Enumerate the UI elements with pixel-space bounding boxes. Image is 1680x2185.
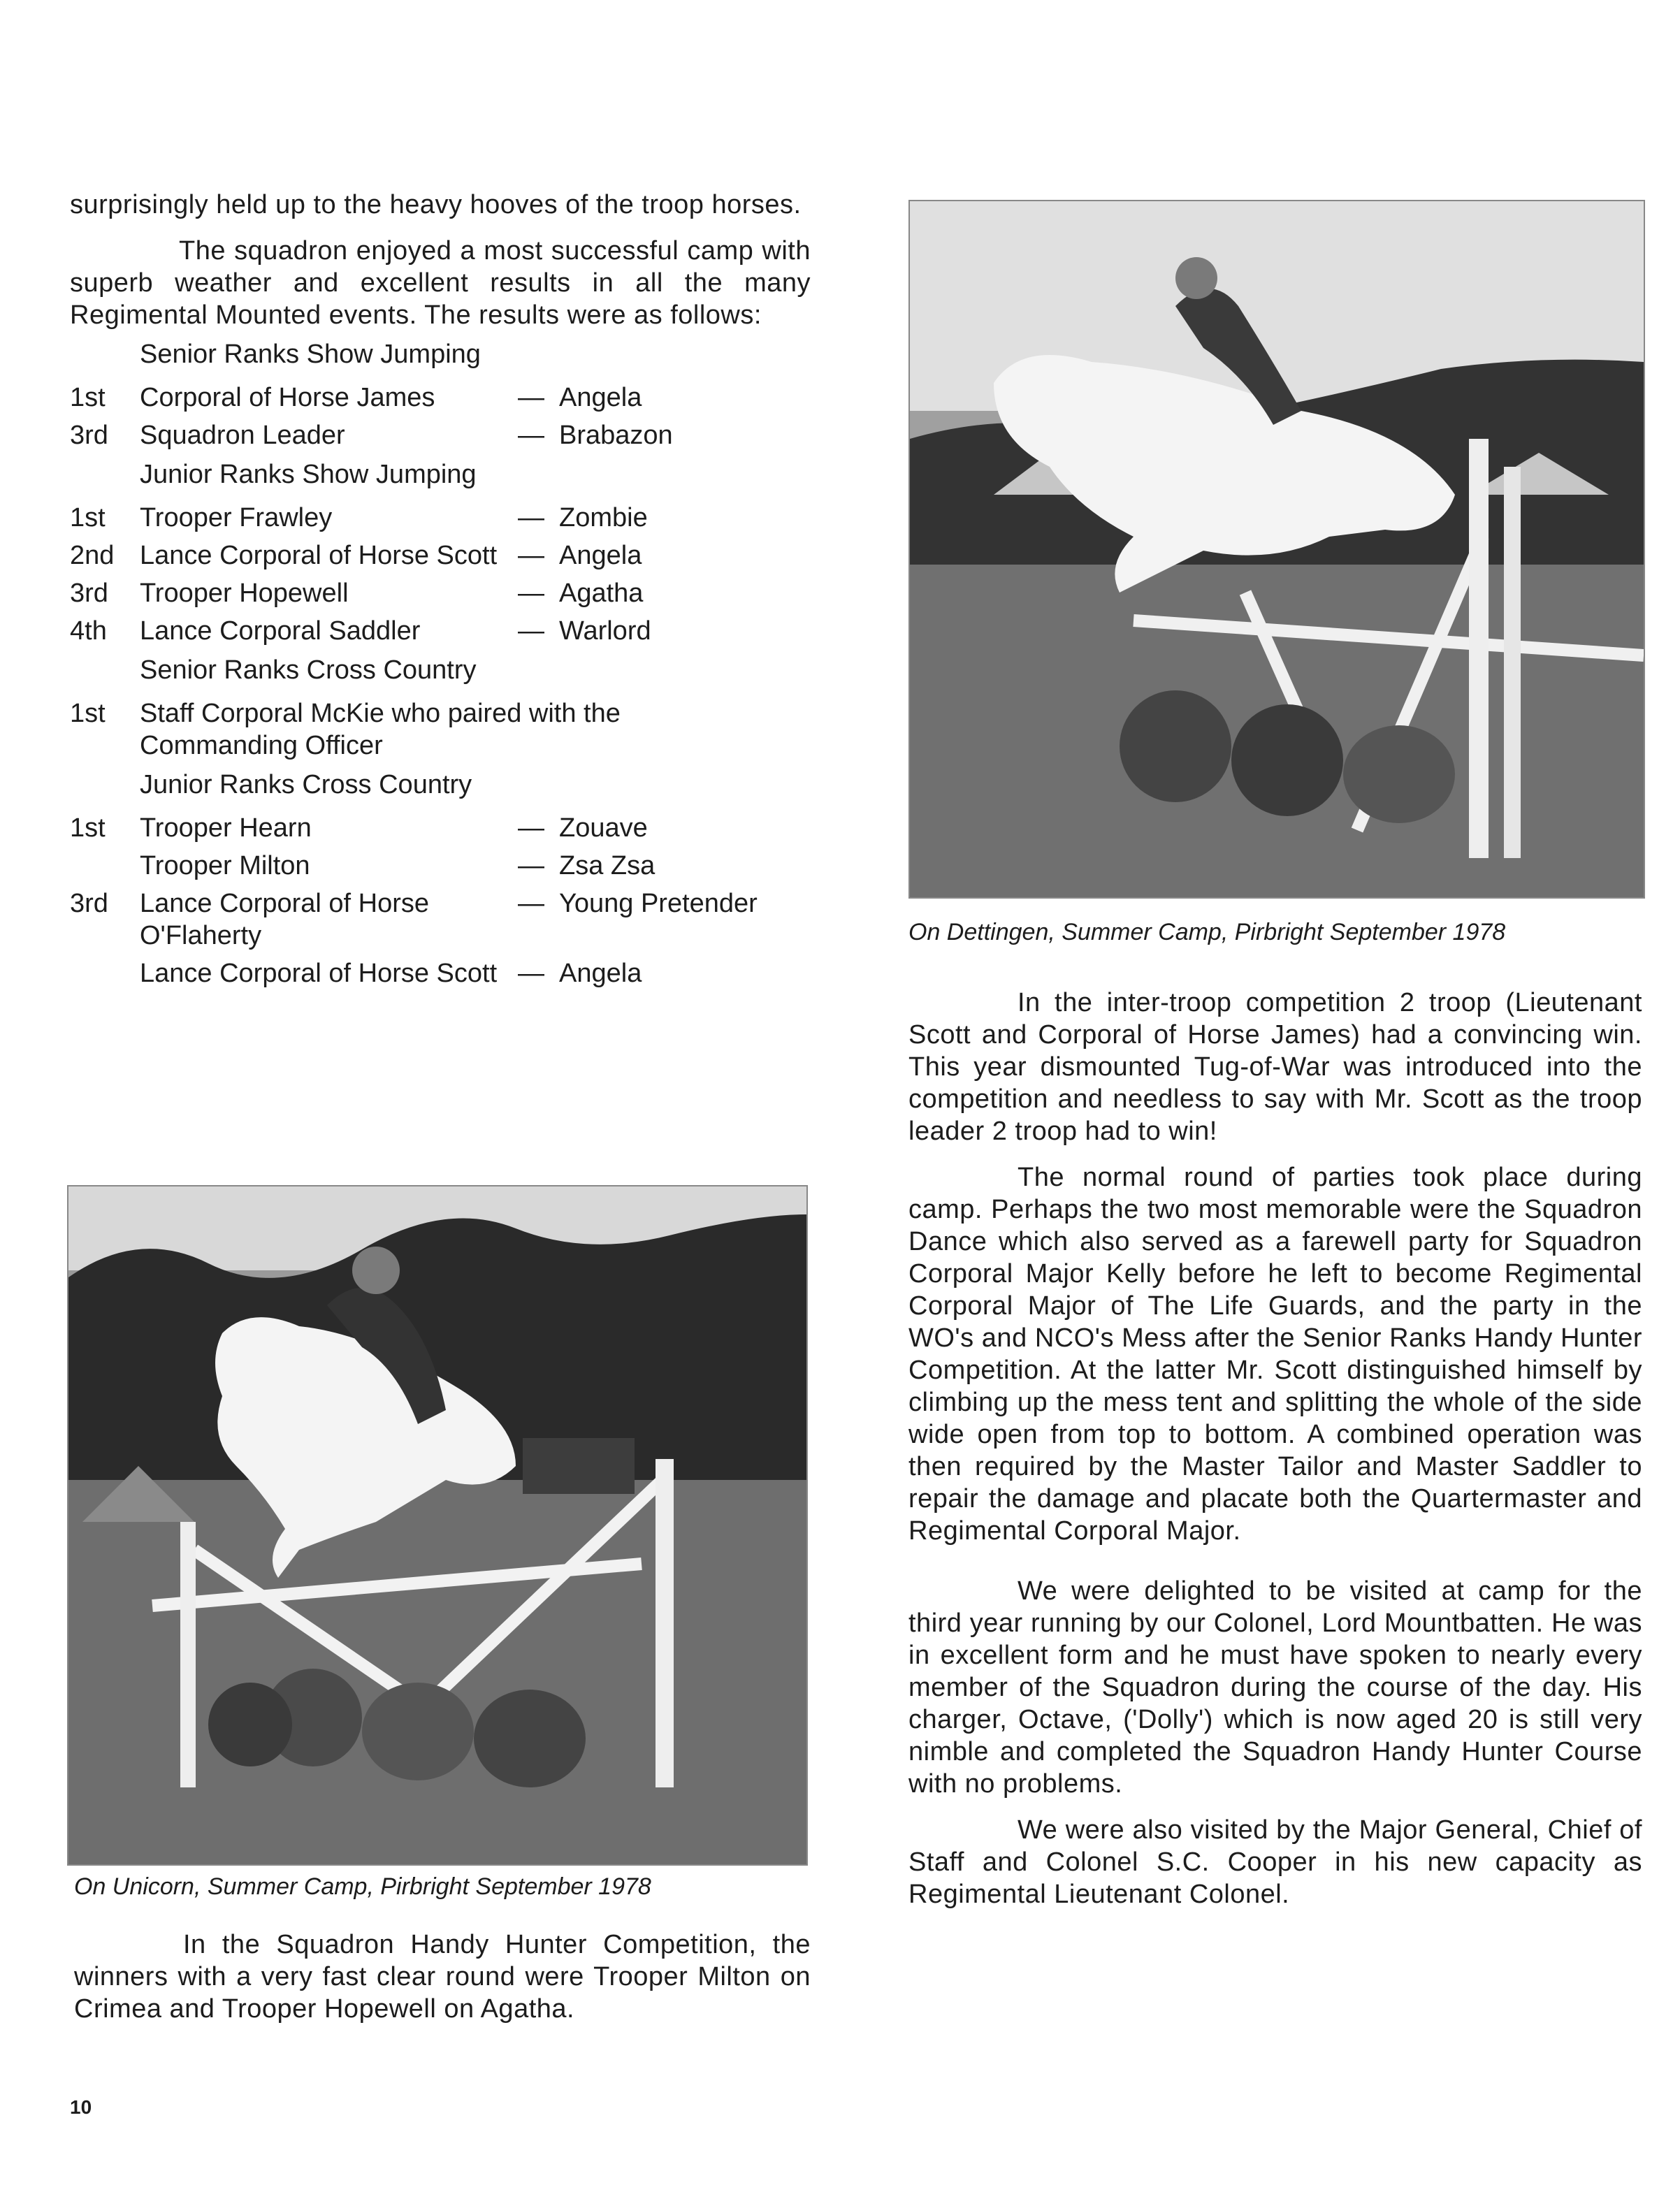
inter-troop-paragraph: In the inter-troop competition 2 troop (Lieutenant Scott and Corporal of Horse James) had a convincing win. This year dismounted Tug-of-War was introduced into the competition and needless to say with Mr. Scott as the troop leader 2 troop had to win! [908, 988, 1642, 1146]
result-name: Squadron Leader [140, 421, 345, 450]
result-position: 1st [70, 813, 106, 843]
result-dash: — [518, 889, 544, 918]
results-section-junior-show-jumping [70, 458, 811, 647]
result-position: 3rd [70, 889, 108, 918]
result-row [70, 382, 811, 414]
result-horse: Brabazon [559, 421, 673, 450]
result-horse: Zombie [559, 503, 648, 532]
result-horse: Zouave [559, 813, 648, 843]
handy-hunter-paragraph: In the Squadron Handy Hunter Competition, the winners with a very fast clear round were Trooper Milton on Crimea and Trooper Hopewell on Agatha. [74, 1930, 811, 2024]
result-row [70, 957, 811, 989]
photo-dettingen [908, 200, 1645, 899]
colonel-visit-paragraph: We were delighted to be visited at camp for the third year running by our Colonel, Lord Mountbatten. He was in excellent form and he must have spoken to nearly every member of the Squadron during the course of the day. His charger, Octave, ('Dolly') which is now aged 20 is still very nimble and completed the Squadron Handy Hunter Course with no problems. [908, 1576, 1642, 1799]
result-horse: Angela [559, 541, 642, 570]
page-number: 10 [70, 2096, 92, 2118]
result-row [70, 577, 811, 609]
result-dash: — [518, 579, 544, 608]
result-row [70, 615, 811, 647]
result-name: Corporal of Horse James [140, 383, 435, 412]
photo-unicorn-caption: On Unicorn, Summer Camp, Pirbright September 1978 [74, 1873, 651, 1900]
result-horse: Zsa Zsa [559, 851, 656, 880]
result-dash: — [518, 851, 544, 880]
result-row [70, 502, 811, 534]
section-title: Senior Ranks Show Jumping [140, 340, 481, 369]
result-dash: — [518, 959, 544, 988]
photo-dettingen-caption: On Dettingen, Summer Camp, Pirbright September 1978 [908, 919, 1506, 945]
result-horse: Angela [559, 383, 642, 412]
right-column-text [908, 987, 1642, 1910]
result-dash: — [518, 421, 544, 450]
result-position: 2nd [70, 541, 115, 570]
result-name: Lance Corporal of Horse O'Flaherty [140, 889, 429, 950]
result-name: Staff Corporal McKie who paired with the Commanding Officer [140, 699, 621, 760]
result-name: Lance Corporal of Horse Scott [140, 541, 498, 570]
photo-unicorn-graphic [68, 1186, 806, 1864]
results-section-senior-show-jumping [70, 338, 811, 451]
result-horse: Angela [559, 959, 642, 988]
result-name: Lance Corporal of Horse Scott [140, 959, 498, 988]
result-dash: — [518, 813, 544, 843]
major-general-paragraph: We were also visited by the Major General, Chief of Staff and Colonel S.C. Cooper in his new capacity as Regimental Lieutenant Colonel. [908, 1815, 1642, 1909]
result-row [70, 887, 811, 952]
result-position: 3rd [70, 421, 108, 450]
intro-paragraph-1: surprisingly held up to the heavy hooves of the troop horses. [70, 190, 802, 219]
result-row [70, 697, 811, 762]
result-position: 1st [70, 699, 106, 728]
result-name: Trooper Hearn [140, 813, 312, 843]
result-dash: — [518, 541, 544, 570]
photo-unicorn [67, 1185, 808, 1866]
section-title: Senior Ranks Cross Country [140, 655, 477, 685]
results-section-junior-cross-country [70, 769, 811, 989]
photo-dettingen-graphic [910, 201, 1644, 897]
result-position: 1st [70, 503, 106, 532]
results-section-senior-cross-country [70, 654, 811, 762]
result-name: Trooper Milton [140, 851, 310, 880]
result-dash: — [518, 383, 544, 412]
parties-paragraph: The normal round of parties took place during camp. Perhaps the two most memorable were the Squadron Dance which also served as a farewell party for Squadron Corporal Major Kelly before he left to become Regimental Corporal Major of The Life Guards, and the party in the WO's and NCO's Mess after the Senior Ranks Handy Hunter Competition. At the latter Mr. Scott distinguished himself by climbing up the mess tent and splitting the whole of the side wide open from top to bottom. A combined operation was then required by the Master Tailor and Master Saddler to repair the damage and placate both the Quartermaster and Regimental Corporal Major. [908, 1163, 1642, 1546]
result-dash: — [518, 616, 544, 646]
result-row [70, 850, 811, 882]
section-title: Junior Ranks Show Jumping [140, 460, 477, 489]
section-title: Junior Ranks Cross Country [140, 770, 472, 799]
result-position: 1st [70, 383, 106, 412]
result-horse: Young Pretender [559, 889, 758, 918]
result-row [70, 539, 811, 572]
result-position: 4th [70, 616, 107, 646]
result-name: Trooper Frawley [140, 503, 333, 532]
left-column [70, 189, 811, 995]
result-name: Lance Corporal Saddler [140, 616, 421, 646]
result-row [70, 812, 811, 844]
result-position [70, 957, 140, 989]
result-row [70, 419, 811, 451]
result-dash: — [518, 503, 544, 532]
intro-paragraph-2: The squadron enjoyed a most successful camp with superb weather and excellent results in all the many Regimental Mounted events. The results were as follows: [70, 236, 811, 330]
result-horse: Agatha [559, 579, 644, 608]
result-position [70, 850, 140, 882]
result-horse: Warlord [559, 616, 651, 646]
result-position: 3rd [70, 579, 108, 608]
result-name: Trooper Hopewell [140, 579, 349, 608]
